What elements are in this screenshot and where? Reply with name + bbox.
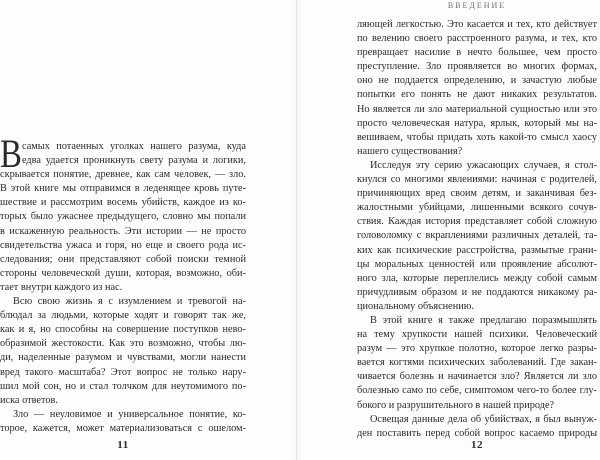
- text-line: причудливым образом и не поддаются никакому ра-: [357, 286, 597, 298]
- right-page-edge-shade: [297, 0, 304, 460]
- text-line: следования; они представляют собой поиски темной: [0, 253, 246, 265]
- text-line: чивается болезнь и начинается зло? Является ли зло: [357, 371, 597, 383]
- text-line: свидетельства ужаса и горя, но еще и своего рода ис-: [0, 239, 246, 251]
- text-line: Зло — неуловимое и универсальное понятие, ко-: [13, 408, 246, 420]
- text-line: ствия. Каждая история представляет собой сложную: [357, 216, 597, 228]
- text-line: по велению своего расстроенного разума, и тех, кто: [357, 33, 597, 45]
- text-line: жалостными убийцами, лишенными всякого сочув-: [357, 202, 597, 214]
- left-page-text: [0, 140, 246, 436]
- text-line: блюдал за людьми, которые ходят и говорят так же,: [0, 310, 246, 322]
- text-line: шил мой сон, но и стал толчком для неутомимого по-: [0, 380, 246, 392]
- text-line: Но является ли зло материальной сущностью или это: [357, 103, 597, 115]
- text-line: торое, кажется, может материализоваться с ошелом-: [0, 422, 246, 434]
- text-line: нашего существования?: [357, 145, 463, 157]
- text-line: вается когтями психических заболеваний. Где закан-: [357, 357, 597, 369]
- text-line: ного зла, которые переплелись между собой самым: [357, 272, 597, 284]
- text-line: цы моральных ценностей или проявление абсолют-: [357, 258, 597, 270]
- text-line: головоломку с вкраплениями различных деталей, та-: [357, 230, 597, 242]
- text-line: как и я, но способны на совершение поступков нево-: [0, 324, 246, 336]
- text-line: шествие и рассмотрим восемь убийств, каждое из ко-: [0, 197, 246, 209]
- text-line: самых потаенных уголках нашего разума, куда: [22, 141, 246, 152]
- text-line: на тему хрупкости нашей психики. Человеческий: [357, 329, 597, 341]
- text-line: образимой жестокости. Как это возможно, чтобы лю-: [0, 338, 246, 350]
- page-number-right: 12: [471, 439, 483, 451]
- text-line: Всю свою жизнь я с изумлением и тревогой на-: [13, 296, 246, 308]
- text-line: просто человеческая натура, ярлык, который мы на-: [357, 117, 597, 129]
- text-line: ляющей легкостью. Это касается и тех, кто действует: [357, 19, 597, 30]
- running-header: ВВЕДЕНИЕ: [447, 1, 507, 10]
- text-line: ди, наделенные разумом и чувствами, могли нанести: [0, 352, 246, 364]
- text-line: В этой книге мы отправимся в леденящее кровь путе-: [0, 183, 246, 195]
- text-line: попытки его понять не дают никаких результатов.: [357, 89, 597, 101]
- text-line: вред такого масштаба? Этот вопрос не только нару-: [0, 366, 246, 378]
- text-line: болезнью само по себе, симптомом чего-то более глу-: [357, 385, 597, 397]
- left-page-edge-shade: [289, 0, 296, 460]
- text-line: вешиваем, чтобы придать хоть какой-то смысл хаосу: [357, 131, 597, 143]
- text-line: кнулся со многими явлениями: начиная с родителей,: [357, 174, 597, 186]
- text-line: скрывается понятие, древнее, как сам человек, — зло.: [0, 169, 246, 181]
- text-line: оно не поддается определению, и зачастую любые: [357, 75, 597, 87]
- text-line: едва удается проникнуть свету разума и логики,: [22, 155, 246, 167]
- right-page-text: [357, 18, 597, 441]
- text-line: разум — это хрупкое полотно, которое легко разры-: [357, 343, 597, 355]
- text-line: Исследуя эту серию ужасающих случаев, я стол-: [370, 159, 597, 171]
- text-line: В этой книге я также предлагаю поразмышлять: [370, 314, 597, 326]
- text-line: превращает насилие в нечто большее, чем просто: [357, 47, 597, 59]
- text-line: Освещая данные дела об убийствах, я был вынуж-: [370, 413, 597, 425]
- text-line: ких как психические расстройства, размытые грани-: [357, 244, 597, 256]
- drop-cap: В: [0, 131, 22, 176]
- text-line: стороны человеческой души, которая, возможно, оби-: [0, 267, 246, 279]
- text-line: причиняющих вред своим детям, и заканчивая без-: [357, 188, 597, 200]
- text-line: в искаженную реальность. Эти истории — не просто: [0, 225, 246, 237]
- text-line: циональному объяснению.: [357, 300, 475, 312]
- page-number-left: 11: [117, 439, 129, 451]
- text-line: бокого и разрушительного в нашей природе?: [357, 399, 555, 411]
- text-line: иска ответов.: [0, 394, 58, 406]
- text-line: преступление. Зло проявляется во многих формах,: [357, 61, 597, 73]
- text-line: ден поставить перед собой вопрос касаемо природы: [357, 427, 597, 439]
- text-line: тает внутри каждого из нас.: [0, 281, 123, 293]
- text-line: торых было ужаснее предыдущего, словно мы попали: [0, 211, 246, 223]
